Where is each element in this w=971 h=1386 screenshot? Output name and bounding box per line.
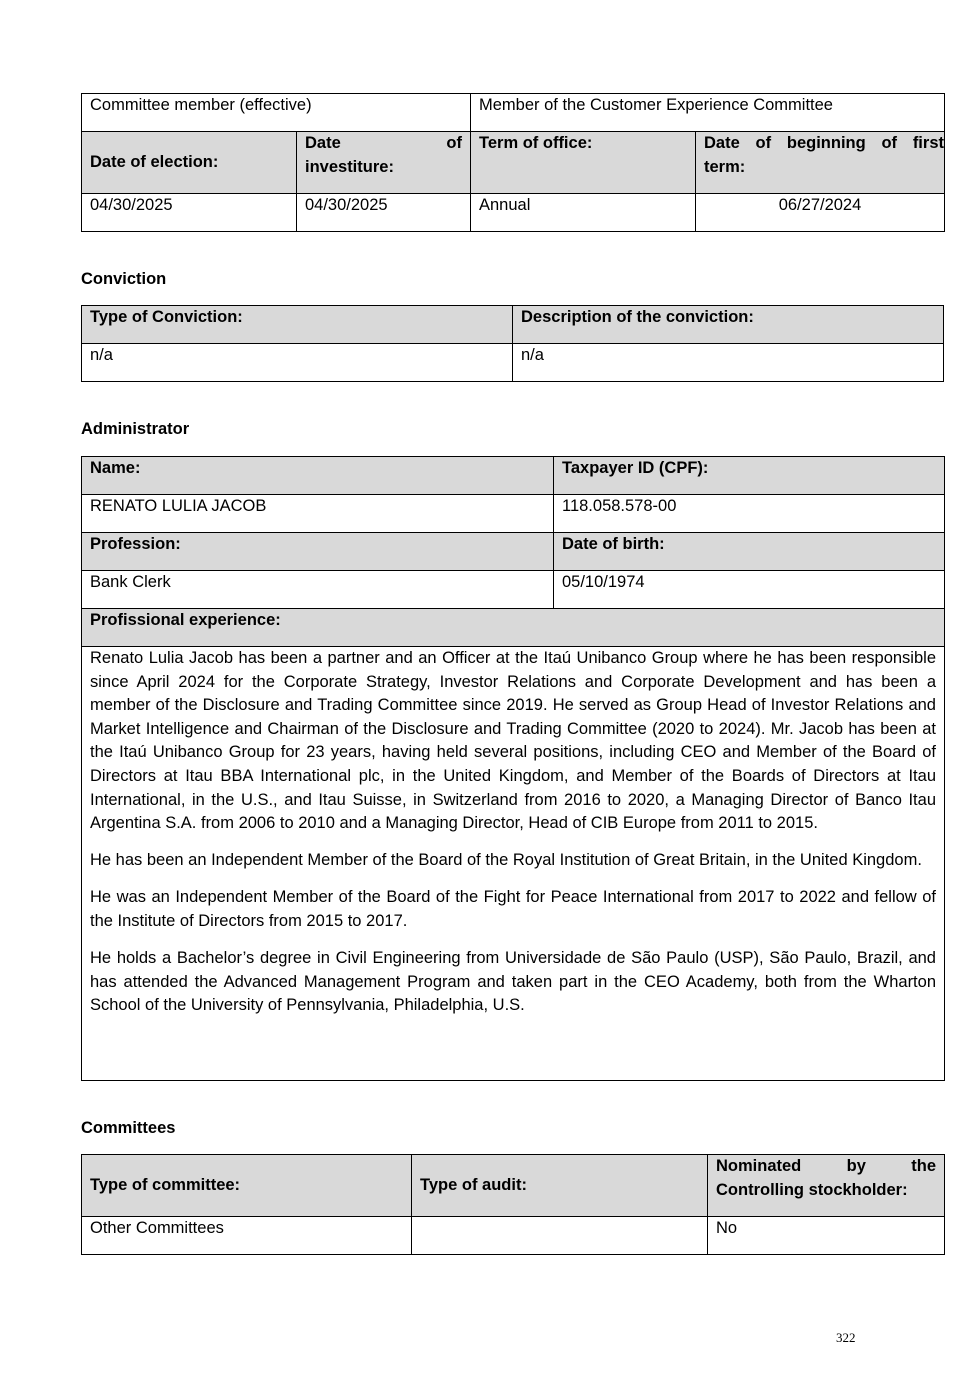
- experience-paragraph: He was an Independent Member of the Board of the Fight for Peace International from 2017 to 2022 and fellow of the Institute of Directors from 2015 to 2017.: [90, 888, 936, 930]
- administrator-section-title: Administrator: [81, 420, 190, 438]
- experience-body: [82, 647, 945, 1081]
- cpf-header: Taxpayer ID (CPF):: [554, 457, 945, 495]
- conviction-section-title: Conviction: [81, 270, 167, 288]
- committee-type-header: Type of committee:: [82, 1155, 412, 1217]
- conviction-table: [81, 305, 944, 382]
- committee-type-value: Other Committees: [82, 1217, 412, 1255]
- experience-paragraph: Renato Lulia Jacob has been a partner and an Officer at the Itaú Unibanco Group where he has been responsible since April 2024 for the Corporate Strategy, Investor Relations and Corporate Development and has been a member of the Disclosure and Trading Committee since 2019. He served as Group Head of Investor Relations and Market Intelligence and Chairman of the Disclosure and Trading Committee (2020 to 2024). Mr. Jacob has been at the Itaú Unibanco Group for 23 years, having held several positions, including CEO and Member of the Board of Directors at Itau BBA International plc, in the United Kingdom, and Member of the Boards of Directors at Itau International, in the U.S., and Itau Suisse, in Switzerland from 2016 to 2020, a Managing Director of Banco Itau Argentina S.A. from 2006 to 2010 and a Managing Director, Head of CIB Europe from 2011 to 2015.: [90, 649, 936, 833]
- date-of-birth-value: 05/10/1974: [554, 571, 945, 609]
- nominated-by-controlling-header: Nominated by the Controlling stockholder:: [708, 1155, 945, 1217]
- experience-paragraph: He has been an Independent Member of the Board of the Royal Institution of Great Britain, in the United Kingdom.: [90, 851, 922, 870]
- profession-value: Bank Clerk: [82, 571, 554, 609]
- election-date-header: Date of election:: [82, 132, 297, 194]
- conviction-description-value: n/a: [513, 344, 944, 382]
- term-table: [81, 93, 945, 232]
- conviction-table-block: [81, 305, 944, 382]
- term-table-block: [81, 93, 945, 232]
- conviction-description-header: Description of the conviction:: [513, 306, 944, 344]
- role-label: Committee member (effective): [82, 94, 471, 132]
- conviction-type-header: Type of Conviction:: [82, 306, 513, 344]
- nominated-value: No: [708, 1217, 945, 1255]
- experience-paragraph: He holds a Bachelor’s degree in Civil Engineering from Universidade de São Paulo (USP), São Paulo, Brazil, and has attended the Advanced Management Program and taken part in the CEO Academy, both from the Wharton School of the University of Pennsylvania, Philadelphia, U.S.: [90, 949, 936, 1015]
- administrator-table-block: [81, 456, 945, 1081]
- first-term-date-value: 06/27/2024: [696, 194, 945, 232]
- page-number: 322: [836, 1330, 856, 1345]
- term-of-office-header: Term of office:: [471, 132, 696, 194]
- committees-table: [81, 1154, 945, 1255]
- administrator-table: [81, 456, 945, 1081]
- conviction-type-value: n/a: [82, 344, 513, 382]
- experience-header: Profissional experience:: [82, 609, 945, 647]
- first-term-date-header: Date of beginning of first term:: [696, 132, 945, 194]
- term-of-office-value: Annual: [471, 194, 696, 232]
- investiture-date-header: Date of investiture:: [297, 132, 471, 194]
- profession-header: Profession:: [82, 533, 554, 571]
- committees-table-block: [81, 1154, 945, 1255]
- investiture-date-value: 04/30/2025: [297, 194, 471, 232]
- audit-type-header: Type of audit:: [412, 1155, 708, 1217]
- role-value: Member of the Customer Experience Committee: [471, 94, 945, 132]
- name-header: Name:: [82, 457, 554, 495]
- audit-type-value: [412, 1217, 708, 1255]
- cpf-value: 118.058.578-00: [554, 495, 945, 533]
- name-value: RENATO LULIA JACOB: [82, 495, 554, 533]
- committees-section-title: Committees: [81, 1119, 176, 1137]
- date-of-birth-header: Date of birth:: [554, 533, 945, 571]
- election-date-value: 04/30/2025: [82, 194, 297, 232]
